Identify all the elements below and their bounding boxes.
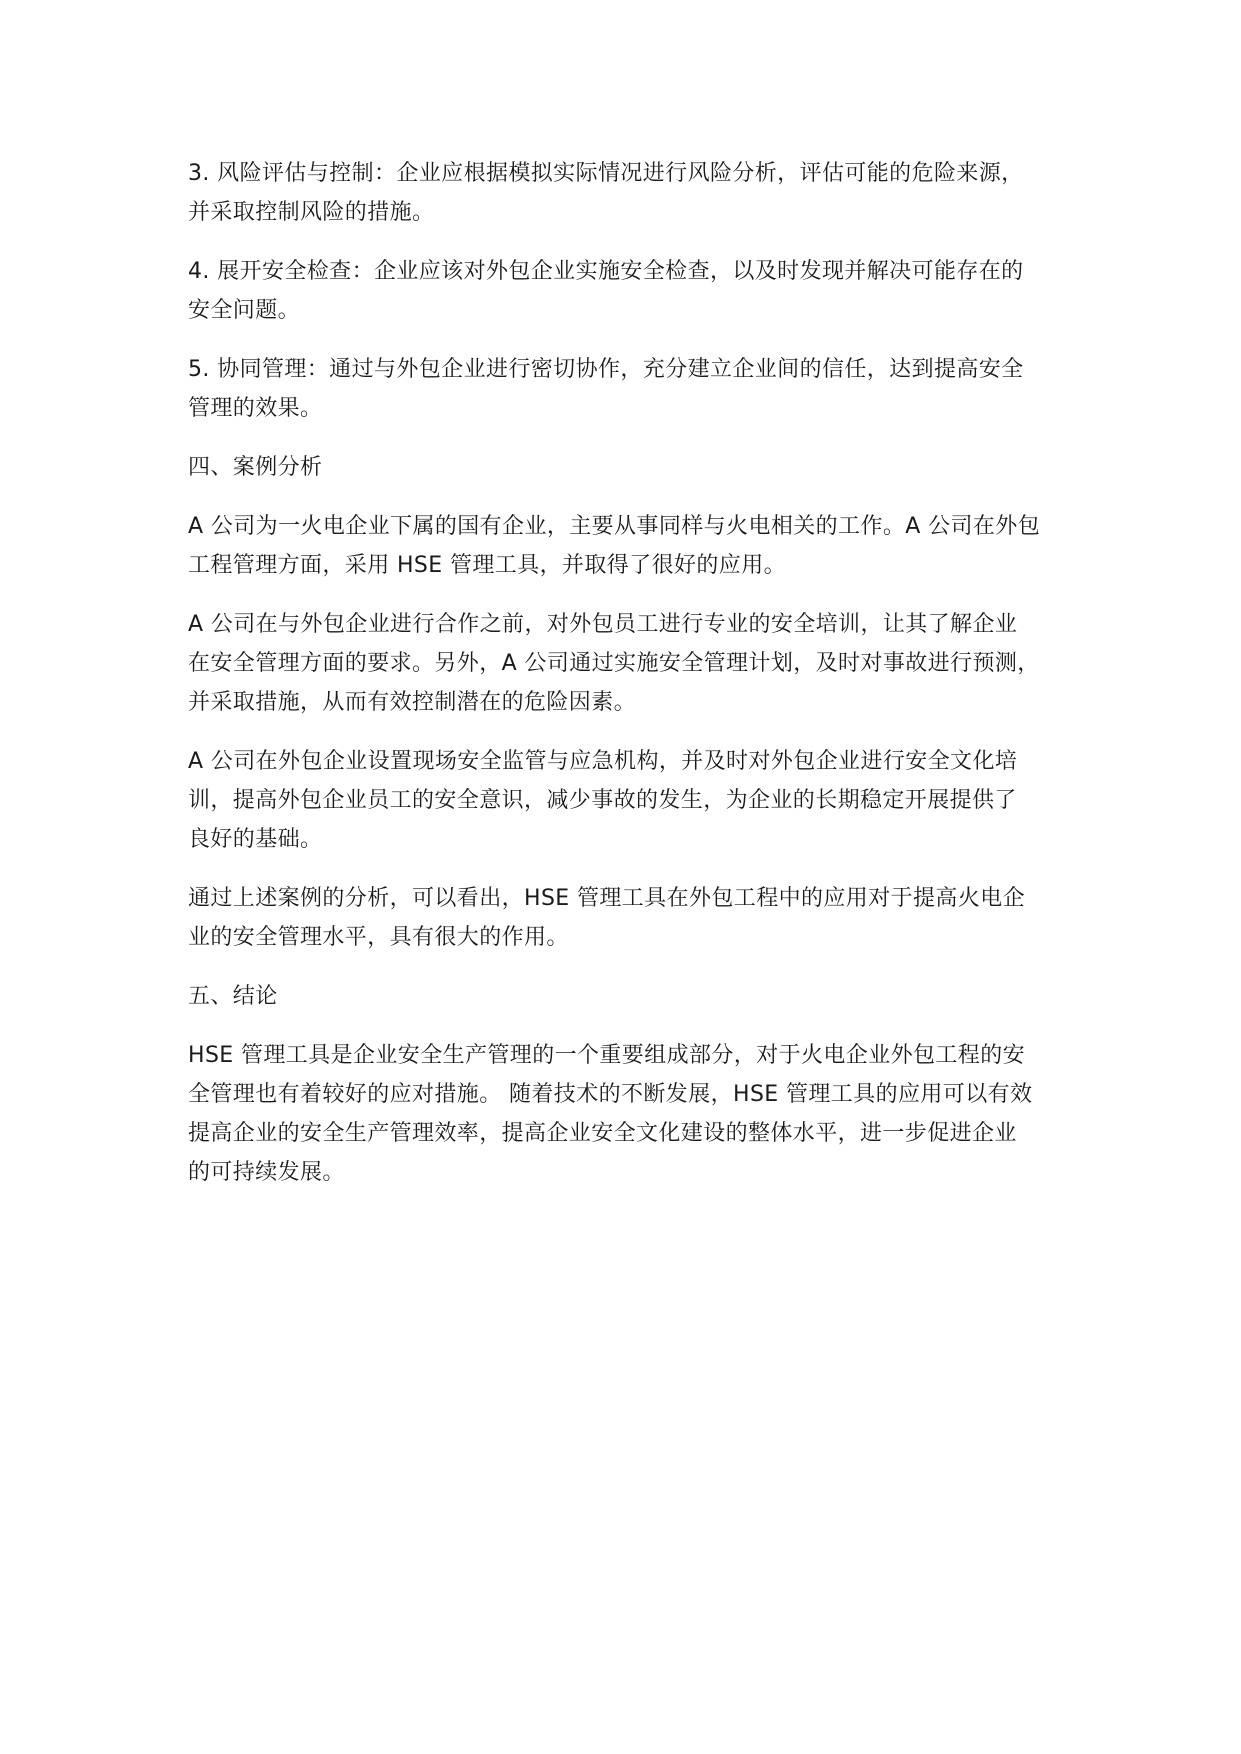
paragraph-training: [188, 605, 1088, 722]
text-line: 训，提高外包企业员工的安全意识，减少事故的发生，为企业的长期稳定开展提供了: [188, 788, 1017, 813]
text-line: 安全问题。: [188, 298, 301, 323]
text-line: 并采取措施，从而有效控制潜在的危险因素。: [188, 690, 637, 715]
text-line: 4. 展开安全检查：企业应该对外包企业实施安全检查，以及时发现并解决可能存在的: [188, 259, 1024, 284]
text-line: 3. 风险评估与控制：企业应根据模拟实际情况进行风险分析，评估可能的危险来源，: [188, 161, 1024, 186]
heading-text: 四、案例分析: [188, 455, 323, 480]
heading-text: 五、结论: [188, 984, 278, 1009]
paragraph-collaborative-management: [188, 350, 1088, 428]
text-line: A 公司在外包企业设置现场安全监管与应急机构，并及时对外包企业进行安全文化培: [188, 749, 1018, 774]
text-line: HSE 管理工具是企业安全生产管理的一个重要组成部分，对于火电企业外包工程的安: [188, 1043, 1026, 1068]
paragraph-supervision: [188, 742, 1088, 859]
text-line: 全管理也有着较好的应对措施。 随着技术的不断发展，HSE 管理工具的应用可以有效: [188, 1082, 1033, 1107]
document-body: [188, 154, 1088, 1212]
paragraph-company-intro: [188, 507, 1088, 585]
paragraph-conclusion: [188, 1036, 1088, 1192]
text-line: 工程管理方面，采用 HSE 管理工具，并取得了很好的应用。: [188, 553, 786, 578]
text-line: 的可持续发展。: [188, 1160, 345, 1185]
section-heading-case-analysis: [188, 448, 1088, 487]
text-line: 在安全管理方面的要求。另外，A 公司通过实施安全管理计划，及时对事故进行预测，: [188, 651, 1040, 676]
text-line: 5. 协同管理：通过与外包企业进行密切协作，充分建立企业间的信任，达到提高安全: [188, 357, 1024, 382]
text-line: 通过上述案例的分析，可以看出，HSE 管理工具在外包工程中的应用对于提高火电企: [188, 886, 1026, 911]
section-heading-conclusion: [188, 977, 1088, 1016]
text-line: 并采取控制风险的措施。: [188, 200, 435, 225]
text-line: A 公司为一火电企业下属的国有企业，主要从事同样与火电相关的工作。A 公司在外包: [188, 514, 1041, 539]
paragraph-safety-inspection: [188, 252, 1088, 330]
paragraph-risk-assessment: [188, 154, 1088, 232]
text-line: 提高企业的安全生产管理效率，提高企业安全文化建设的整体水平，进一步促进企业: [188, 1121, 1017, 1146]
text-line: 业的安全管理水平，具有很大的作用。: [188, 925, 569, 950]
paragraph-case-summary: [188, 879, 1088, 957]
text-line: 良好的基础。: [188, 827, 323, 852]
text-line: A 公司在与外包企业进行合作之前，对外包员工进行专业的安全培训，让其了解企业: [188, 612, 1018, 637]
text-line: 管理的效果。: [188, 396, 323, 421]
